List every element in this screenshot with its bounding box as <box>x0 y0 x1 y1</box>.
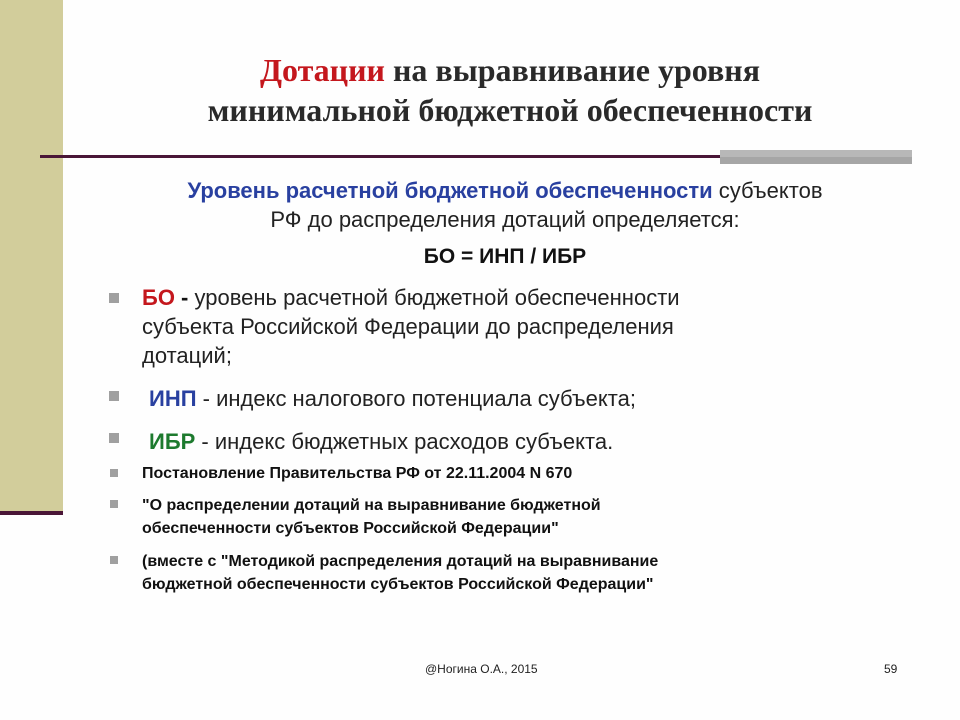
ref-title-line-2: обеспеченности субъектов Российской Федерации" <box>142 520 559 537</box>
list-item-bo-line-2: субъекта Российской Федерации до распределения <box>142 314 674 339</box>
ref-method-line-1: (вместе с "Методикой распределения дотаций на выравнивание <box>142 553 659 570</box>
term-bo-text: уровень расчетной бюджетной обеспеченности <box>194 285 680 310</box>
title-line-1 <box>80 50 940 90</box>
list-item-bo-line-3: дотаций; <box>142 343 232 368</box>
intro-line-1 <box>100 176 910 205</box>
ref-title-line-1: "О распределении дотаций на выравнивание бюджетной <box>142 497 601 514</box>
title-bar-shadow <box>720 157 912 164</box>
ref-decree: Постановление Правительства РФ от 22.11.2004 N 670 <box>142 465 573 482</box>
ref-method-line-2: бюджетной обеспеченности субъектов Российской Федерации" <box>142 576 654 593</box>
term-inp: ИНП <box>149 386 197 411</box>
term-ibr-text: - индекс бюджетных расходов субъекта. <box>195 429 614 454</box>
list-item-bo-line-1 <box>142 283 912 312</box>
side-panel <box>0 0 63 514</box>
intro-text <box>100 176 910 234</box>
bullet-square <box>110 469 118 477</box>
formula: БО = ИНП / ИБР <box>423 245 587 268</box>
intro-line-2: РФ до распределения дотаций определяется: <box>270 207 740 232</box>
ref-title <box>142 494 912 540</box>
bullet-square <box>110 500 118 508</box>
title-line-2: минимальной бюджетной обеспеченности <box>207 92 813 128</box>
title-accent: Дотации <box>259 52 385 88</box>
bullet-square <box>109 293 119 303</box>
title-line-1-rest: на выравнивание уровня <box>384 52 761 88</box>
list-item-bo <box>142 283 912 370</box>
bullet-square <box>109 391 119 401</box>
bullet-square <box>110 556 118 564</box>
ref-method <box>142 550 912 596</box>
side-divider <box>0 511 63 515</box>
list-item-inp <box>149 384 919 413</box>
term-separator: - <box>174 285 195 310</box>
list-item-ibr <box>149 427 919 456</box>
bullet-square <box>109 433 119 443</box>
intro-highlight: Уровень расчетной бюджетной обеспеченности <box>187 178 713 203</box>
term-ibr: ИБР <box>149 429 196 454</box>
slide-title <box>80 50 940 130</box>
footer-author: @Ногина О.А., 2015 <box>425 662 538 676</box>
page-number: 59 <box>884 662 898 676</box>
term-inp-text: - индекс налогового потенциала субъекта; <box>196 386 636 411</box>
term-bo: БО <box>142 285 175 310</box>
intro-rest: субъектов <box>712 178 823 203</box>
